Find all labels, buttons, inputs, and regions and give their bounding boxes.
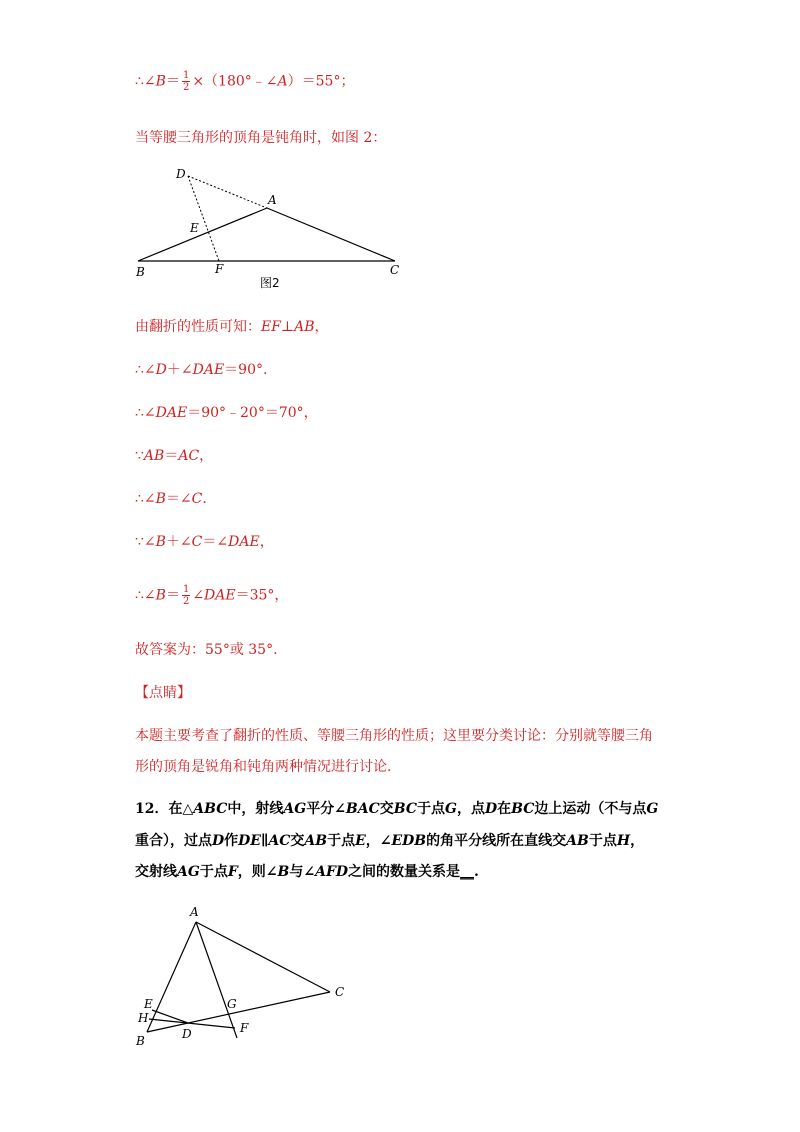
segment-df-dashed bbox=[188, 176, 219, 261]
segment-ac bbox=[267, 208, 395, 261]
label-b: B bbox=[136, 265, 145, 279]
case-obtuse-heading: 当等腰三角形的顶角是钝角时，如图 2： bbox=[135, 130, 387, 146]
label-g: G bbox=[227, 997, 237, 1011]
ray-agf bbox=[196, 922, 237, 1038]
label-f: F bbox=[215, 262, 224, 276]
solution-line-ef-perp-ab: 由翻折的性质可知：EF⊥AB， bbox=[135, 319, 329, 335]
label-e: E bbox=[144, 997, 153, 1011]
label-e: E bbox=[190, 221, 199, 235]
segment-hf bbox=[149, 1019, 235, 1028]
label-f: F bbox=[240, 1021, 249, 1035]
question-12-line-2: 重合），过点D作DE∥AC交AB于点E，∠EDB的角平分线所在直线交AB于点H， bbox=[135, 833, 645, 849]
segment-ab bbox=[147, 922, 196, 1032]
label-a: A bbox=[268, 193, 277, 207]
segment-ac bbox=[196, 922, 330, 992]
solution-line-b-35: ∴∠B＝ $\frac{1}{2}$ ∠DAE＝35°， bbox=[135, 584, 289, 607]
label-a: A bbox=[190, 905, 199, 919]
comment-heading: 【点睛】 bbox=[135, 685, 191, 701]
comment-text-2: 形的顶角是锐角和钝角两种情况进行讨论. bbox=[135, 759, 392, 775]
segment-bc bbox=[147, 992, 330, 1032]
question-12-line-3: 交射线AG于点F，则∠B与∠AFD之间的数量关系是__. bbox=[135, 864, 479, 880]
solution-line-angle-b-55: ∴∠B＝ $\frac{1}{2}$ ×（180°﹣∠A）＝55°； bbox=[135, 70, 355, 93]
answer-line: 故答案为：55°或 35°. bbox=[135, 642, 278, 658]
figure-2 bbox=[130, 162, 410, 292]
solution-line-d-dae: ∴∠D＋∠DAE＝90°. bbox=[135, 362, 268, 378]
label-d: D bbox=[182, 1027, 192, 1041]
solution-line-b-c: ∴∠B＝∠C. bbox=[135, 491, 207, 507]
label-d: D bbox=[176, 167, 186, 181]
label-b: B bbox=[136, 1034, 145, 1048]
solution-line-ab-ac: ∵AB＝AC， bbox=[135, 448, 214, 464]
segment-da-dashed bbox=[188, 176, 267, 208]
label-c: C bbox=[335, 985, 345, 999]
segment-ba bbox=[138, 208, 267, 261]
label-h: H bbox=[138, 1011, 149, 1025]
question-12-line-1: 12．在△ABC中，射线AG平分∠BAC交BC于点G，点D在BC边上运动（不与点G bbox=[135, 801, 659, 817]
figure-caption: 图2 bbox=[260, 276, 280, 290]
solution-line-dae-70: ∴∠DAE＝90°﹣20°＝70°， bbox=[135, 405, 318, 421]
label-c: C bbox=[390, 263, 400, 277]
fraction-half: $\frac{1}{2}$ bbox=[182, 70, 190, 93]
fraction-half: $\frac{1}{2}$ bbox=[182, 584, 190, 607]
comment-text-1: 本题主要考查了翻折的性质、等腰三角形的性质；这里要分类讨论：分别就等腰三角 bbox=[135, 728, 653, 744]
solution-line-b-plus-c: ∵∠B＋∠C＝∠DAE， bbox=[135, 534, 274, 550]
figure-question-12 bbox=[130, 900, 360, 1050]
